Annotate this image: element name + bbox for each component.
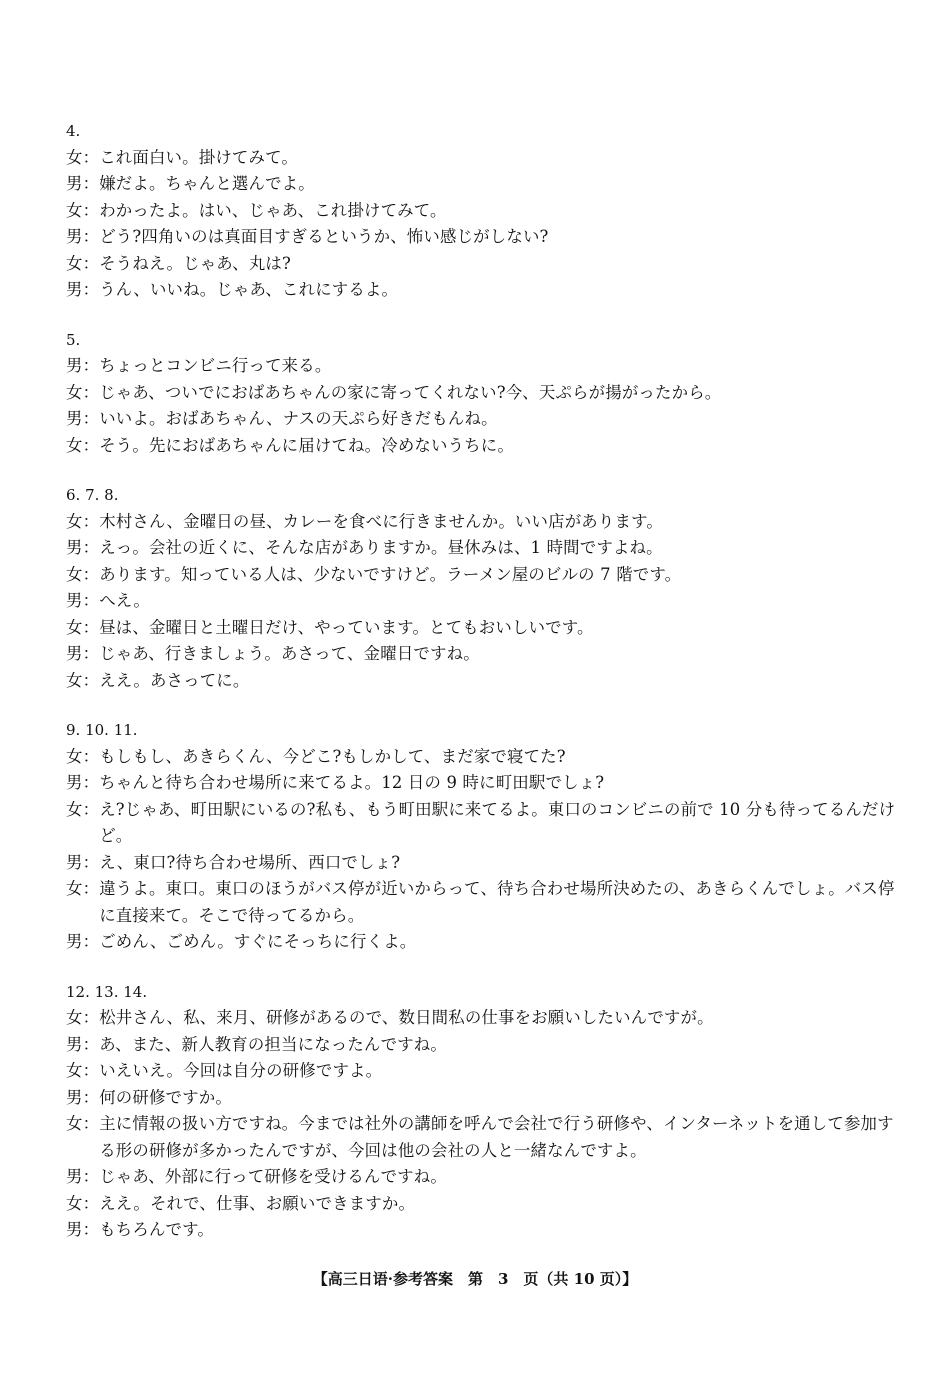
line-text: ちょっとコンビニ行って来る。	[99, 356, 332, 375]
speaker: 男	[66, 1034, 83, 1054]
dialogue-section	[66, 717, 896, 956]
line-text: どう?四角いのは真面目すぎるというか、怖い感じがしない?	[99, 227, 549, 246]
line-text: 木村さん、金曜日の昼、カレーを食べに行きませんか。いい店があります。	[99, 511, 663, 531]
page-content	[66, 118, 896, 1267]
speaker: 女	[66, 382, 83, 402]
speaker: 男	[66, 538, 83, 557]
dialogue-line: 男 ： もちろんです。	[66, 1217, 896, 1244]
speaker: 女	[66, 1061, 83, 1080]
speaker: 男	[66, 852, 83, 872]
dialogue-line: 女 ： あります。知っている人は、少ないですけど。ラーメン屋のビルの 7 階です。	[66, 562, 896, 589]
line-text: 松井さん、私、来月、研修があるので、数日間私の仕事をお願いしたいんですが。	[99, 1008, 714, 1027]
question-number: 12. 13. 14.	[66, 982, 148, 1001]
speaker: 男	[66, 773, 83, 792]
speaker: 女	[66, 879, 83, 898]
dialogue-line: 男 ： えっ。会社の近くに、そんな店がありますか。昼休みは、1 時間ですよね。	[66, 535, 896, 562]
line-text: いえいえ。今回は自分の研修ですよ。	[99, 1061, 383, 1080]
line-text: じゃあ、外部に行って研修を受けるんですね。	[99, 1167, 447, 1186]
dialogue-line: 女 ： これ面白い。掛けてみて。	[66, 145, 896, 172]
speaker: 女	[66, 1008, 83, 1027]
question-number: 5.	[66, 330, 81, 349]
dialogue-line: 女 ： 木村さん、金曜日の昼、カレーを食べに行きませんか。いい店があります。	[66, 509, 896, 536]
dialogue-line: 男 ： うん、いいね。じゃあ、これにするよ。	[66, 277, 896, 304]
dialogue-section	[66, 482, 896, 694]
dialogue-line: 男 ： え、東口?待ち合わせ場所、西口でしょ?	[66, 850, 896, 877]
dialogue-line: 女 ： 昼は、金曜日と土曜日だけ、やっています。とてもおいしいです。	[66, 615, 896, 642]
dialogue-line: 女 ： 違うよ。東口。東口のほうがバス停が近いからって、待ち合わせ場所決めたの、あきらくんでしょ。バス停に直接来て。そこで待ってるから。	[66, 876, 896, 929]
dialogue-line: 女 ： ええ。あさってに。	[66, 668, 896, 695]
line-text: ええ。あさってに。	[99, 670, 250, 690]
dialogue-line: 女 ： 主に情報の扱い方ですね。今までは社外の講師を呼んで会社で行う研修や、インターネットを通して参加する形の研修が多かったんですが、今回は他の会社の人と一緒なんですよ。	[66, 1111, 896, 1164]
dialogue-line: 男 ： いいよ。おばあちゃん、ナスの天ぷら好きだもんね。	[66, 406, 896, 433]
dialogue-line: 男 ： じゃあ、行きましょう。あさって、金曜日ですね。	[66, 641, 896, 668]
line-text: 嫌だよ。ちゃんと選んでよ。	[99, 174, 315, 193]
speaker: 女	[66, 799, 83, 819]
speaker: 女	[66, 253, 83, 273]
dialogue-line: 女 ： ええ。それで、仕事、お願いできますか。	[66, 1191, 896, 1218]
line-text: ええ。それで、仕事、お願いできますか。	[99, 1193, 416, 1213]
speaker: 女	[66, 564, 83, 584]
speaker: 男	[66, 1220, 83, 1239]
speaker: 男	[66, 174, 83, 193]
dialogue-line: 女 ： え?じゃあ、町田駅にいるの?私も、もう町田駅に来てるよ。東口のコンビニの前で 10 分も待ってるんだけど。	[66, 797, 896, 850]
line-text: これ面白い。掛けてみて。	[99, 147, 298, 167]
line-text: あ、また、新人教育の担当になったんですね。	[99, 1034, 447, 1054]
line-text: うん、いいね。じゃあ、これにするよ。	[99, 280, 399, 299]
dialogue-line: 男 ： 嫌だよ。ちゃんと選んでよ。	[66, 171, 896, 198]
line-text: え?じゃあ、町田駅にいるの?私も、もう町田駅に来てるよ。東口のコンビニの前で 10 分も待ってるんだけど。	[99, 799, 896, 845]
speaker: 女	[66, 617, 83, 637]
line-text: 違うよ。東口。東口のほうがバス停が近いからって、待ち合わせ場所決めたの、あきらくんでしょ。バス停に直接来て。そこで待ってるから。	[99, 879, 895, 925]
dialogue-section	[66, 327, 896, 460]
line-text: わかったよ。はい、じゃあ、これ掛けてみて。	[99, 200, 447, 220]
line-text: じゃあ、ついでにおばあちゃんの家に寄ってくれない?今、天ぷらが揚がったから。	[99, 382, 722, 402]
line-text: じゃあ、行きましょう。あさって、金曜日ですね。	[99, 644, 480, 663]
dialogue-line: 女 ： わかったよ。はい、じゃあ、これ掛けてみて。	[66, 198, 896, 225]
dialogue-line: 男 ： ちゃんと待ち合わせ場所に来てるよ。12 日の 9 時に町田駅でしょ?	[66, 770, 896, 797]
speaker: 女	[66, 435, 83, 455]
dialogue-line: 男 ： へえ。	[66, 588, 896, 615]
speaker: 女	[66, 1114, 83, 1133]
speaker: 男	[66, 409, 83, 428]
line-text: あります。知っている人は、少ないですけど。ラーメン屋のビルの 7 階です。	[99, 564, 682, 584]
line-text: 主に情報の扱い方ですね。今までは社外の講師を呼んで会社で行う研修や、インターネットを通して参加する形の研修が多かったんですが、今回は他の会社の人と一緒なんですよ。	[99, 1114, 894, 1160]
speaker: 男	[66, 1087, 83, 1107]
dialogue-line: 女 ： そうねえ。じゃあ、丸は?	[66, 251, 896, 278]
page-footer: 【高三日语·参考答案 第 3 页（共 10 页）】	[312, 1270, 638, 1288]
speaker: 女	[66, 746, 83, 766]
line-text: そうねえ。じゃあ、丸は?	[99, 253, 291, 273]
dialogue-line: 女 ： もしもし、あきらくん、今どこ?もしかして、まだ家で寝てた?	[66, 744, 896, 771]
dialogue-line: 男 ： じゃあ、外部に行って研修を受けるんですね。	[66, 1164, 896, 1191]
line-text: いいよ。おばあちゃん、ナスの天ぷら好きだもんね。	[99, 409, 498, 428]
line-text: へえ。	[99, 591, 150, 610]
question-number: 9. 10. 11.	[66, 721, 138, 739]
dialogue-section	[66, 979, 896, 1244]
dialogue-line: 男 ： どう?四角いのは真面目すぎるというか、怖い感じがしない?	[66, 224, 896, 251]
line-text: 昼は、金曜日と土曜日だけ、やっています。とてもおいしいです。	[99, 617, 594, 637]
speaker: 女	[66, 670, 83, 690]
line-text: もしもし、あきらくん、今どこ?もしかして、まだ家で寝てた?	[99, 746, 566, 766]
speaker: 女	[66, 200, 83, 220]
dialogue-line: 女 ： じゃあ、ついでにおばあちゃんの家に寄ってくれない?今、天ぷらが揚がったから。	[66, 380, 896, 407]
speaker: 男	[66, 1167, 83, 1186]
speaker: 男	[66, 280, 83, 299]
dialogue-line: 男 ： あ、また、新人教育の担当になったんですね。	[66, 1032, 896, 1059]
speaker: 女	[66, 147, 83, 167]
dialogue-line: 男 ： ごめん、ごめん。すぐにそっちに行くよ。	[66, 929, 896, 956]
question-number: 6. 7. 8.	[66, 486, 119, 504]
dialogue-line: 女 ： そう。先におばあちゃんに届けてね。冷めないうちに。	[66, 433, 896, 460]
speaker: 女	[66, 1193, 83, 1213]
dialogue-line: 女 ： 松井さん、私、来月、研修があるので、数日間私の仕事をお願いしたいんですが。	[66, 1005, 896, 1032]
speaker: 男	[66, 356, 83, 375]
line-text: もちろんです。	[99, 1220, 215, 1239]
line-text: え、東口?待ち合わせ場所、西口でしょ?	[99, 852, 401, 872]
dialogue-line: 女 ： いえいえ。今回は自分の研修ですよ。	[66, 1058, 896, 1085]
speaker: 男	[66, 227, 83, 246]
line-text: ちゃんと待ち合わせ場所に来てるよ。12 日の 9 時に町田駅でしょ?	[99, 773, 605, 792]
question-number: 4.	[66, 122, 81, 140]
line-text: えっ。会社の近くに、そんな店がありますか。昼休みは、1 時間ですよね。	[99, 538, 663, 557]
speaker: 女	[66, 511, 83, 531]
line-text: そう。先におばあちゃんに届けてね。冷めないうちに。	[99, 435, 514, 455]
speaker: 男	[66, 932, 83, 951]
dialogue-line: 男 ： 何の研修ですか。	[66, 1085, 896, 1112]
line-text: 何の研修ですか。	[99, 1087, 232, 1107]
speaker: 男	[66, 591, 83, 610]
line-text: ごめん、ごめん。すぐにそっちに行くよ。	[99, 932, 417, 951]
dialogue-section	[66, 118, 896, 304]
speaker: 男	[66, 644, 83, 663]
dialogue-line: 男 ： ちょっとコンビニ行って来る。	[66, 353, 896, 380]
